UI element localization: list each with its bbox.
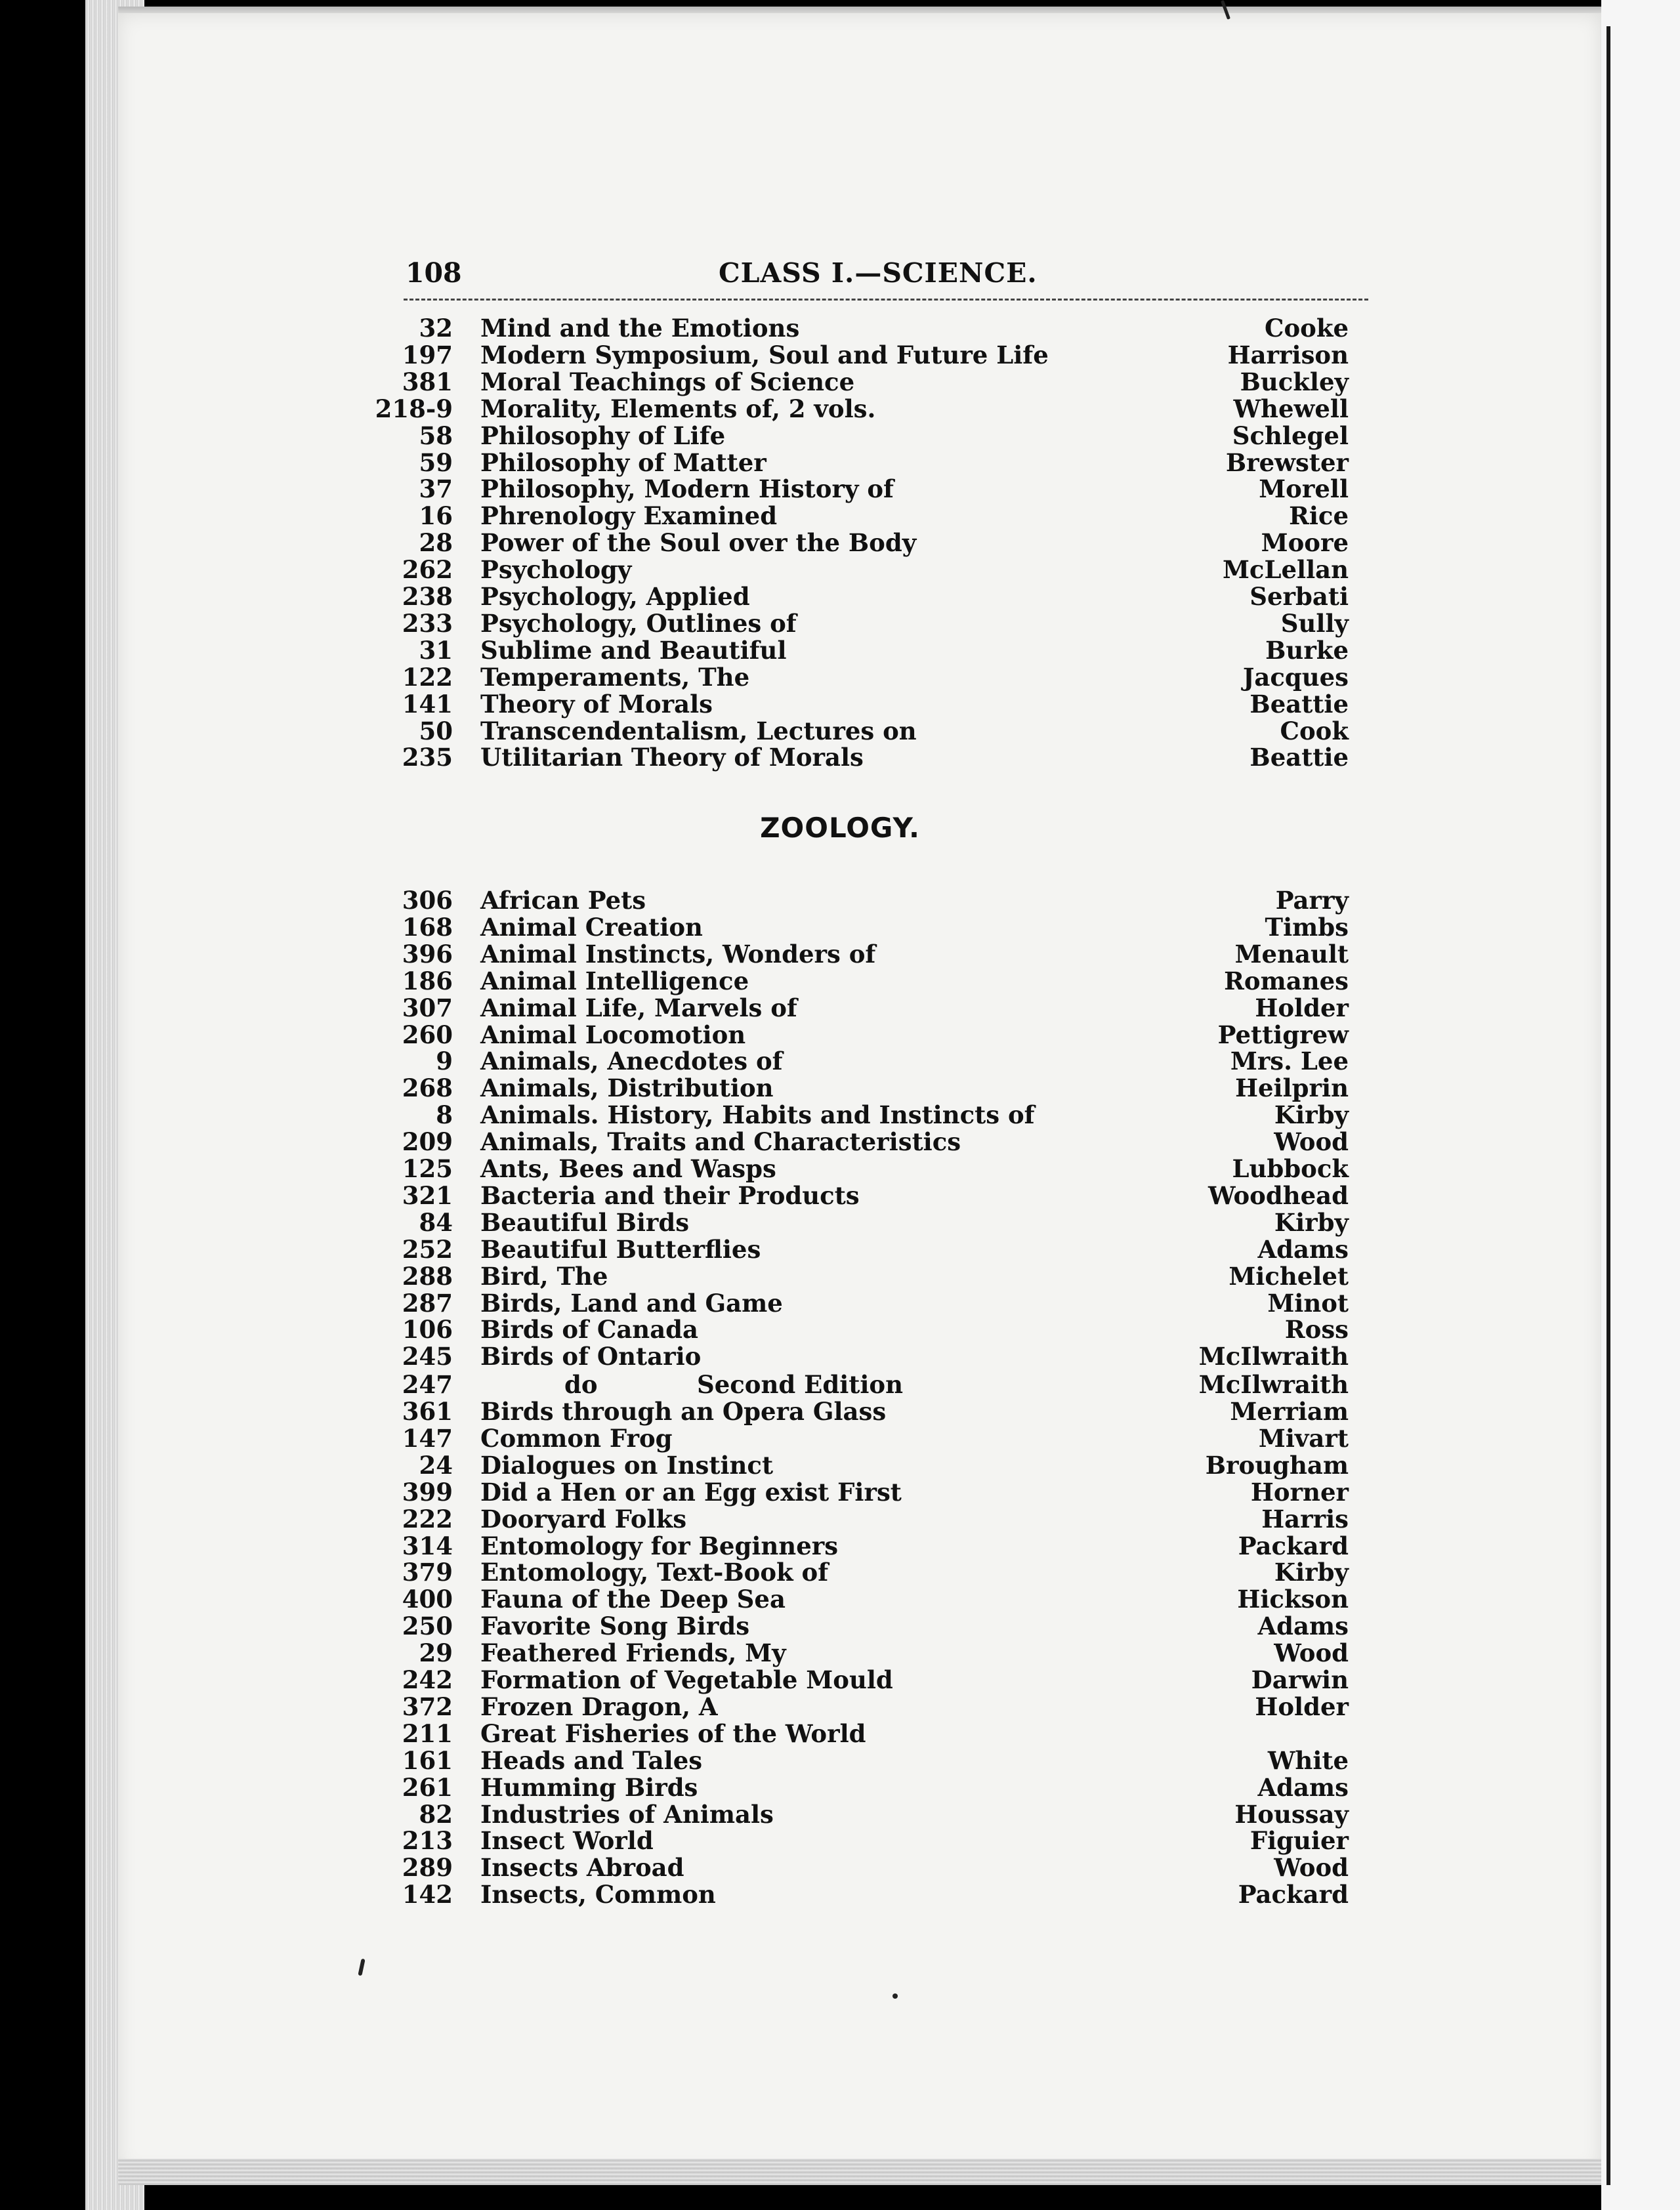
entry-author: Packard	[1238, 1531, 1349, 1560]
entry-title: Fauna of the Deep Sea	[480, 1585, 786, 1614]
entry-title: Animal Life, Marvels of	[480, 993, 797, 1022]
entry-title: Humming Birds	[480, 1772, 698, 1802]
entry-number: 261	[402, 1772, 453, 1802]
entry-number: 24	[419, 1450, 453, 1480]
entry-title: Mind and the Emotions	[480, 314, 800, 343]
catalogue-row	[0, 1236, 1680, 1263]
entry-author: Packard	[1238, 1880, 1349, 1909]
catalogue-row	[0, 968, 1680, 995]
entry-number: 31	[419, 635, 453, 665]
entry-title: Insects Abroad	[480, 1853, 684, 1883]
entry-title: Entomology for Beginners	[480, 1531, 839, 1560]
entry-title: Animals. History, Habits and Instincts of	[480, 1100, 1035, 1130]
entry-title: Bird, The	[480, 1261, 608, 1291]
entry-author: McLellan	[1222, 555, 1349, 585]
entry-title: Sublime and Beautiful	[480, 635, 787, 665]
entry-title: Second Edition	[697, 1370, 903, 1399]
entry-title: Psychology, Outlines of	[480, 608, 797, 638]
entry-number: 242	[402, 1665, 453, 1694]
entry-author: Sully	[1280, 608, 1349, 638]
entry-number: 197	[402, 340, 453, 369]
catalogue-row	[0, 423, 1680, 449]
entry-number: 372	[402, 1692, 453, 1721]
entry-title: Theory of Morals	[480, 689, 713, 719]
entry-title: Philosophy, Modern History of	[480, 474, 894, 504]
catalogue-row	[0, 1827, 1680, 1854]
entry-number: 125	[402, 1154, 453, 1183]
catalogue-row	[0, 1156, 1680, 1182]
catalogue-row	[0, 1747, 1680, 1774]
entry-title: Heads and Tales	[480, 1745, 703, 1775]
entry-number: 28	[419, 528, 453, 558]
entry-number: 260	[402, 1020, 453, 1049]
entry-author: Rice	[1289, 501, 1349, 531]
entry-number: 141	[402, 689, 453, 719]
entry-author: Heilprin	[1235, 1074, 1349, 1103]
entry-number: 307	[402, 993, 453, 1022]
entry-number: 235	[402, 743, 453, 772]
entry-number: 289	[402, 1853, 453, 1883]
entry-number: 268	[402, 1074, 453, 1103]
entry-author: McIlwraith	[1198, 1370, 1349, 1399]
entry-author: Timbs	[1265, 912, 1349, 942]
catalogue-row	[0, 1209, 1680, 1236]
catalogue-row	[0, 1048, 1680, 1075]
catalogue-row	[0, 1290, 1680, 1317]
catalogue-row	[0, 1640, 1680, 1667]
entry-number: 142	[402, 1880, 453, 1909]
entry-title: Animal Intelligence	[480, 966, 749, 995]
entry-title: Transcendentalism, Lectures on	[480, 716, 917, 745]
entry-author: Holder	[1255, 1692, 1349, 1721]
catalogue-row	[0, 1533, 1680, 1560]
entry-number: 16	[419, 501, 453, 531]
catalogue-row	[0, 556, 1680, 583]
entry-author: Wood	[1274, 1127, 1349, 1157]
entry-author: Whewell	[1233, 394, 1349, 423]
catalogue-row	[0, 1263, 1680, 1290]
entry-author: Menault	[1234, 939, 1349, 969]
entry-title: Formation of Vegetable Mould	[480, 1665, 893, 1694]
entry-number: 50	[419, 716, 453, 745]
entry-author: Moore	[1261, 528, 1349, 558]
entry-title: Philosophy of Matter	[480, 448, 766, 477]
entry-number: 379	[402, 1558, 453, 1587]
entry-number: 32	[419, 314, 453, 343]
entry-number: 9	[436, 1047, 453, 1076]
entry-author: Minot	[1267, 1288, 1349, 1318]
entry-number: 252	[402, 1234, 453, 1264]
entry-author: Beattie	[1250, 689, 1349, 719]
entry-title: Great Fisheries of the World	[480, 1719, 866, 1748]
catalogue-row	[0, 1371, 1680, 1398]
entry-author: Harris	[1261, 1504, 1349, 1533]
entry-title: Birds of Canada	[480, 1315, 699, 1345]
entry-author: Schlegel	[1232, 421, 1349, 450]
entry-author: Jacques	[1242, 662, 1349, 692]
entry-author: Brewster	[1225, 448, 1349, 477]
catalogue-row	[0, 449, 1680, 476]
catalogue-row	[0, 583, 1680, 610]
entry-author: Beattie	[1250, 743, 1349, 772]
entry-title: Morality, Elements of, 2 vols.	[480, 394, 876, 423]
catalogue-row	[0, 1182, 1680, 1209]
entry-number: 222	[402, 1504, 453, 1533]
running-head: CLASS I.—SCIENCE.	[719, 257, 1038, 289]
entry-number: 262	[402, 555, 453, 585]
catalogue-row	[0, 941, 1680, 968]
entry-number: 59	[419, 448, 453, 477]
entry-title: Ants, Bees and Wasps	[480, 1154, 776, 1183]
entry-author: Romanes	[1224, 966, 1349, 995]
catalogue-row	[0, 1022, 1680, 1049]
entry-author: Ross	[1284, 1315, 1349, 1345]
entry-title: Insects, Common	[480, 1880, 716, 1909]
entry-number: 287	[402, 1288, 453, 1318]
entry-number: 8	[436, 1100, 453, 1130]
catalogue-row	[0, 1129, 1680, 1156]
entry-number: 250	[402, 1612, 453, 1641]
entry-author: Mivart	[1258, 1423, 1349, 1453]
entry-title: Animal Locomotion	[480, 1020, 746, 1049]
entry-title: Psychology	[480, 555, 632, 585]
catalogue-row	[0, 1694, 1680, 1720]
entry-title: Beautiful Butterflies	[480, 1234, 761, 1264]
entry-title: Common Frog	[480, 1423, 673, 1453]
entry-title: Animal Instincts, Wonders of	[480, 939, 876, 969]
entry-number: 161	[402, 1745, 453, 1775]
entry-number: 29	[419, 1638, 453, 1668]
entry-author: Harrison	[1227, 340, 1349, 369]
entry-number: 306	[402, 886, 453, 915]
entry-author: Parry	[1275, 886, 1349, 915]
entry-title: Birds, Land and Game	[480, 1288, 783, 1318]
entry-author: Kirby	[1274, 1207, 1349, 1237]
entry-number: 288	[402, 1261, 453, 1291]
catalogue-row	[0, 887, 1680, 914]
catalogue-row	[0, 1343, 1680, 1370]
catalogue-row	[0, 396, 1680, 423]
entry-number: 168	[402, 912, 453, 942]
entry-number: 122	[402, 662, 453, 692]
catalogue-row	[0, 1075, 1680, 1102]
entry-title: Animals, Distribution	[480, 1074, 774, 1103]
entry-author: Serbati	[1250, 582, 1349, 611]
catalogue-row	[0, 664, 1680, 691]
entry-number: 37	[419, 474, 453, 504]
header-rule	[404, 299, 1368, 301]
catalogue-row	[0, 1586, 1680, 1613]
entry-title: Birds of Ontario	[480, 1342, 702, 1371]
page-bottom-edge	[118, 2159, 1601, 2185]
entry-number: 247	[402, 1370, 453, 1399]
catalogue-row	[0, 503, 1680, 530]
entry-title: Utilitarian Theory of Morals	[480, 743, 864, 772]
ink-speck	[892, 1993, 898, 1999]
entry-title: Industries of Animals	[480, 1799, 774, 1829]
catalogue-row	[0, 476, 1680, 503]
entry-number: 84	[419, 1207, 453, 1237]
entry-author: Houssay	[1234, 1799, 1349, 1829]
entry-title: Beautiful Birds	[480, 1207, 690, 1237]
entry-title: Dialogues on Instinct	[480, 1450, 774, 1480]
entry-title: Power of the Soul over the Body	[480, 528, 917, 558]
entry-author: Kirby	[1274, 1558, 1349, 1587]
entry-author: Woodhead	[1208, 1180, 1349, 1210]
entry-title: Moral Teachings of Science	[480, 367, 855, 396]
entry-number: 186	[402, 966, 453, 995]
entry-number: 245	[402, 1342, 453, 1371]
entry-title: Dooryard Folks	[480, 1504, 687, 1533]
entry-author: Horner	[1250, 1477, 1349, 1507]
catalogue-row	[0, 1854, 1680, 1881]
catalogue-row	[0, 369, 1680, 396]
entry-number: 314	[402, 1531, 453, 1560]
entry-title: Insect World	[480, 1826, 654, 1856]
entry-author: Adams	[1257, 1234, 1349, 1264]
entry-author: Hickson	[1237, 1585, 1349, 1614]
entry-title: Bacteria and their Products	[480, 1180, 860, 1210]
entry-author: Mrs. Lee	[1230, 1047, 1349, 1076]
catalogue-row	[0, 315, 1680, 342]
entry-title: Phrenology Examined	[480, 501, 778, 531]
entry-number: 209	[402, 1127, 453, 1157]
catalogue-row	[0, 1425, 1680, 1452]
section-heading: ZOOLOGY.	[760, 812, 920, 844]
entry-title: Animal Creation	[480, 912, 703, 942]
page-number: 108	[406, 257, 462, 289]
entry-title: Feathered Friends, My	[480, 1638, 786, 1668]
catalogue-row	[0, 995, 1680, 1022]
catalogue-row	[0, 1452, 1680, 1479]
catalogue-row	[0, 1102, 1680, 1129]
entry-title: Favorite Song Birds	[480, 1612, 750, 1641]
entry-title: African Pets	[480, 886, 646, 915]
entry-title: Entomology, Text-Book of	[480, 1558, 829, 1587]
catalogue-row	[0, 744, 1680, 771]
entry-title: Philosophy of Life	[480, 421, 726, 450]
entry-title: Birds through an Opera Glass	[480, 1397, 887, 1426]
catalogue-row	[0, 342, 1680, 369]
catalogue-row	[0, 1479, 1680, 1506]
entry-title: Animals, Traits and Characteristics	[480, 1127, 961, 1157]
entry-author: White	[1267, 1745, 1349, 1775]
entry-author: Wood	[1274, 1638, 1349, 1668]
entry-author: Morell	[1259, 474, 1349, 504]
entry-title: Did a Hen or an Egg exist First	[480, 1477, 902, 1507]
catalogue-row	[0, 610, 1680, 637]
entry-number: 399	[402, 1477, 453, 1507]
entry-number: 400	[402, 1585, 453, 1614]
entry-author: Buckley	[1240, 367, 1349, 396]
entry-number: 381	[402, 367, 453, 396]
catalogue-row	[0, 1559, 1680, 1586]
entry-title: Modern Symposium, Soul and Future Life	[480, 340, 1049, 369]
entry-number: 211	[402, 1719, 453, 1748]
catalogue-row	[0, 718, 1680, 745]
catalogue-row	[0, 691, 1680, 718]
entry-author: Wood	[1274, 1853, 1349, 1883]
entry-author: Adams	[1257, 1772, 1349, 1802]
entry-number: 58	[419, 421, 453, 450]
entry-author: Darwin	[1251, 1665, 1349, 1694]
ditto-mark: do	[564, 1370, 598, 1399]
catalogue-row	[0, 637, 1680, 664]
entry-author: Kirby	[1274, 1100, 1349, 1130]
entry-author: Holder	[1255, 993, 1349, 1022]
entry-number: 218-9	[375, 394, 453, 423]
entry-author: Figuier	[1250, 1826, 1349, 1856]
entry-author: McIlwraith	[1198, 1342, 1349, 1371]
catalogue-row	[0, 1774, 1680, 1801]
entry-author: Michelet	[1228, 1261, 1349, 1291]
entry-number: 106	[402, 1315, 453, 1345]
entry-title: Temperaments, The	[480, 662, 750, 692]
entry-number: 321	[402, 1180, 453, 1210]
entry-author: Adams	[1257, 1612, 1349, 1641]
entry-title: Animals, Anecdotes of	[480, 1047, 783, 1076]
catalogue-row	[0, 1720, 1680, 1747]
entry-author: Cook	[1280, 716, 1349, 745]
catalogue-row	[0, 530, 1680, 556]
entry-author: Merriam	[1230, 1397, 1349, 1426]
entry-author: Burke	[1265, 635, 1349, 665]
entry-title: Psychology, Applied	[480, 582, 750, 611]
entry-number: 396	[402, 939, 453, 969]
catalogue-row	[0, 1801, 1680, 1828]
catalogue-row	[0, 1316, 1680, 1343]
entry-author: Brougham	[1205, 1450, 1349, 1480]
catalogue-row	[0, 1398, 1680, 1425]
entry-number: 82	[419, 1799, 453, 1829]
entry-number: 213	[402, 1826, 453, 1856]
entry-author: Cooke	[1265, 314, 1349, 343]
catalogue-row	[0, 1881, 1680, 1908]
catalogue-row	[0, 1667, 1680, 1694]
catalogue-row	[0, 914, 1680, 941]
entry-number: 147	[402, 1423, 453, 1453]
catalogue-row	[0, 1613, 1680, 1640]
entry-author: Pettigrew	[1217, 1020, 1349, 1049]
entry-number: 238	[402, 582, 453, 611]
entry-title: Frozen Dragon, A	[480, 1692, 718, 1721]
catalogue-row	[0, 1506, 1680, 1533]
entry-number: 361	[402, 1397, 453, 1426]
entry-author: Lubbock	[1232, 1154, 1349, 1183]
entry-number: 233	[402, 608, 453, 638]
